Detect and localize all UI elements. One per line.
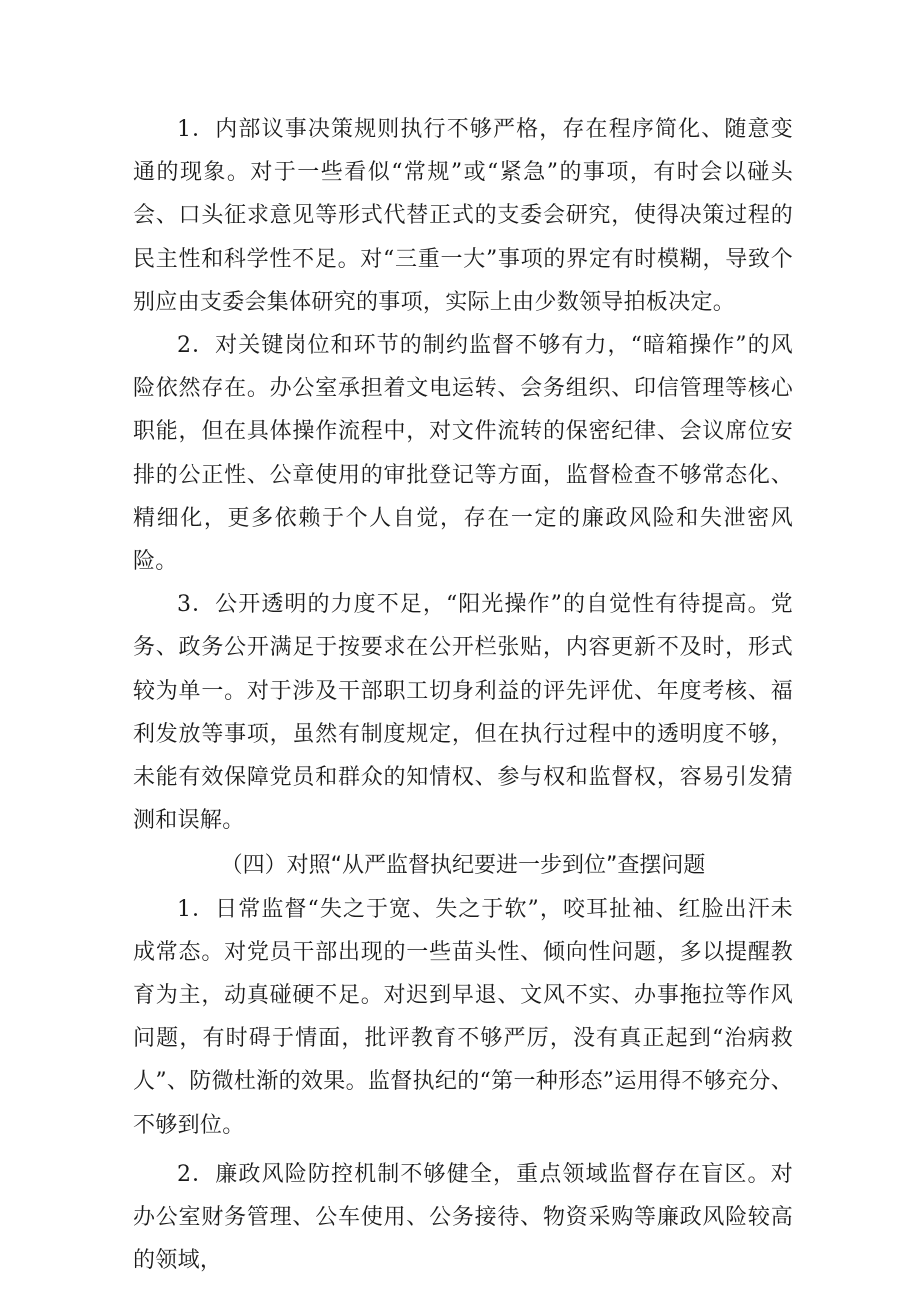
paragraph-decision-rules: 1．内部议事决策规则执行不够严格，存在程序简化、随意变通的现象。对于一些看似“常规”或“紧急”的事项，有时会以碰头会、口头征求意见等形式代替正式的支委会研究，使得决策过程的民主性和科学性不足。对“三重一大”事项的界定有时模糊，导致个别应由支委会集体研究的事项，实际上由少数领导拍板决定。: [133, 117, 793, 315]
paragraph-transparency: 3．公开透明的力度不足，“阳光操作”的自觉性有待提高。党务、政务公开满足于按要求在公开栏张贴，内容更新不及时，形式较为单一。对于涉及干部职工切身利益的评先评优、年度考核、福利发放等事项，虽然有制度规定，但在执行过程中的透明度不够，未能有效保障党员和群众的知情权、参与权和监督权，容易引发猜测和误解。: [133, 592, 793, 834]
paragraph-daily-supervision: 1．日常监督“失之于宽、失之于软”，咬耳扯袖、红脸出汗未成常态。对党员干部出现的一些苗头性、倾向性问题，多以提醒教育为主，动真碰硬不足。对迟到早退、文风不实、办事拖拉等作风问题，有时碍于情面，批评教育不够严厉，没有真正起到“治病救人”、防微杜渐的效果。监督执纪的“第一种形态”运用得不够充分、不够到位。: [133, 896, 793, 1138]
section-heading-four: （四）对照“从严监督执纪要进一步到位”查摆问题: [220, 853, 706, 879]
paragraph-key-posts-supervision: 2．对关键岗位和环节的制约监督不够有力，“暗箱操作”的风险依然存在。办公室承担着文电运转、会务组织、印信管理等核心职能，但在具体操作流程中，对文件流转的保密纪律、会议席位安排的公正性、公章使用的审批登记等方面，监督检查不够常态化、精细化，更多依赖于个人自觉，存在一定的廉政风险和失泄密风险。: [133, 333, 793, 575]
paragraph-risk-control: 2．廉政风险防控机制不够健全，重点领域监督存在盲区。对办公室财务管理、公车使用、公务接待、物资采购等廉政风险较高的领域，: [133, 1161, 793, 1274]
document-page: [133, 108, 793, 1282]
